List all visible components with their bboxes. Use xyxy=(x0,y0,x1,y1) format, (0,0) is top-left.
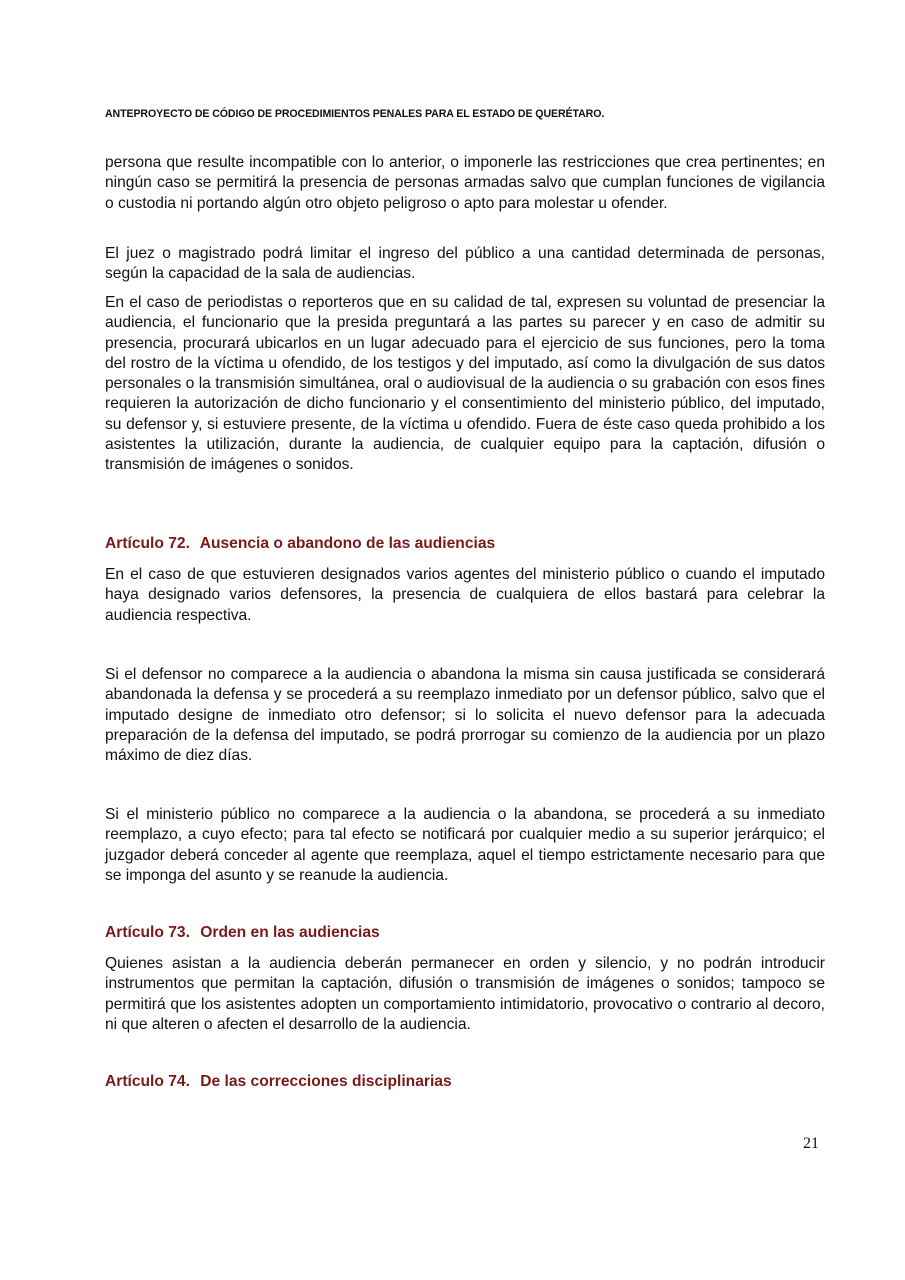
article-title: Ausencia o abandono de las audiencias xyxy=(199,535,496,552)
article-heading-74 xyxy=(105,1073,825,1091)
paragraph-text: En el caso de periodistas o reporteros que en su calidad de tal, expresen su voluntad de presenciar la audiencia, el funcionario que la presida preguntará a las partes su parecer y en caso de admitir su presencia, procurará ubicarlos en un lugar adecuado para el ejercicio de sus funciones, pero la toma del rostro de la víctima u ofendido, de los testigos y del imputado, así como la divulgación de sus datos personales o la transmisión simultánea, oral o audiovisual de la audiencia o su grabación con esos fines requieren la autorización de dicho funcionario y el consentimiento del ministerio público, del imputado, su defensor y, si estuviere presente, de la víctima u ofendido. Fuera de éste caso queda prohibido a los asistentes la utilización, durante la audiencia, de cualquier equipo para la captación, difusión o transmisión de imágenes o sonidos. xyxy=(105,294,825,474)
paragraph-text: En el caso de que estuvieren designados varios agentes del ministerio público o cuando el imputado haya designado varios defensores, la presencia de cualquiera de ellos bastará para celebrar la audiencia respectiva. xyxy=(105,566,825,624)
paragraph xyxy=(105,565,825,626)
article-number: Artículo 73. xyxy=(105,924,190,941)
paragraph xyxy=(105,665,825,766)
paragraph-text: Si el defensor no comparece a la audiencia o abandona la misma sin causa justificada se considerará abandonada la defensa y se procederá a su reemplazo inmediato por un defensor público, salvo que el imputado designe de inmediato otro defensor; si lo solicita el nuevo defensor para la adecuada preparación de la defensa del imputado, se podrá prorrogar su comienzo de la audiencia por un plazo máximo de diez días. xyxy=(105,666,825,765)
paragraph xyxy=(105,244,825,285)
paragraph-text: El juez o magistrado podrá limitar el ingreso del público a una cantidad determinada de personas, según la capacidad de la sala de audiencias. xyxy=(105,245,825,283)
paragraph xyxy=(105,954,825,1035)
paragraph-text: Si el ministerio público no comparece a la audiencia o la abandona, se procederá a su inmediato reemplazo, a cuyo efecto; para tal efecto se notificará por cualquier medio a su superior jerárquico; el juzgador deberá conceder al agente que reemplaza, aquel el tiempo estrictamente necesario para que se imponga del asunto y se reanude la audiencia. xyxy=(105,806,825,884)
running-header: ANTEPROYECTO DE CÓDIGO DE PROCEDIMIENTOS PENALES PARA EL ESTADO DE QUERÉTARO. xyxy=(105,108,605,120)
article-heading-73 xyxy=(105,924,825,942)
paragraph-text: persona que resulte incompatible con lo anterior, o imponerle las restricciones que crea pertinentes; en ningún caso se permitirá la presencia de personas armadas salvo que cumplan funciones de vigilancia o custodia ni portando algún otro objeto peligroso o apto para molestar u ofender. xyxy=(105,154,825,212)
article-number: Artículo 72. xyxy=(105,535,190,552)
document-page xyxy=(105,0,825,1280)
article-title: Orden en las audiencias xyxy=(200,924,380,941)
paragraph xyxy=(105,153,825,214)
paragraph xyxy=(105,805,825,886)
article-number: Artículo 74. xyxy=(105,1073,190,1090)
paragraph-text: Quienes asistan a la audiencia deberán permanecer en orden y silencio, y no podrán introducir instrumentos que permitan la captación, difusión o transmisión de imágenes o sonidos; tampoco se permitirá que los asistentes adopten un comportamiento intimidatorio, provocativo o contrario al decoro, ni que alteren o afecten el desarrollo de la audiencia. xyxy=(105,955,825,1033)
article-title: De las correcciones disciplinarias xyxy=(200,1073,452,1090)
article-heading-72 xyxy=(105,535,825,553)
page-number: 21 xyxy=(803,1135,819,1152)
paragraph xyxy=(105,293,825,476)
